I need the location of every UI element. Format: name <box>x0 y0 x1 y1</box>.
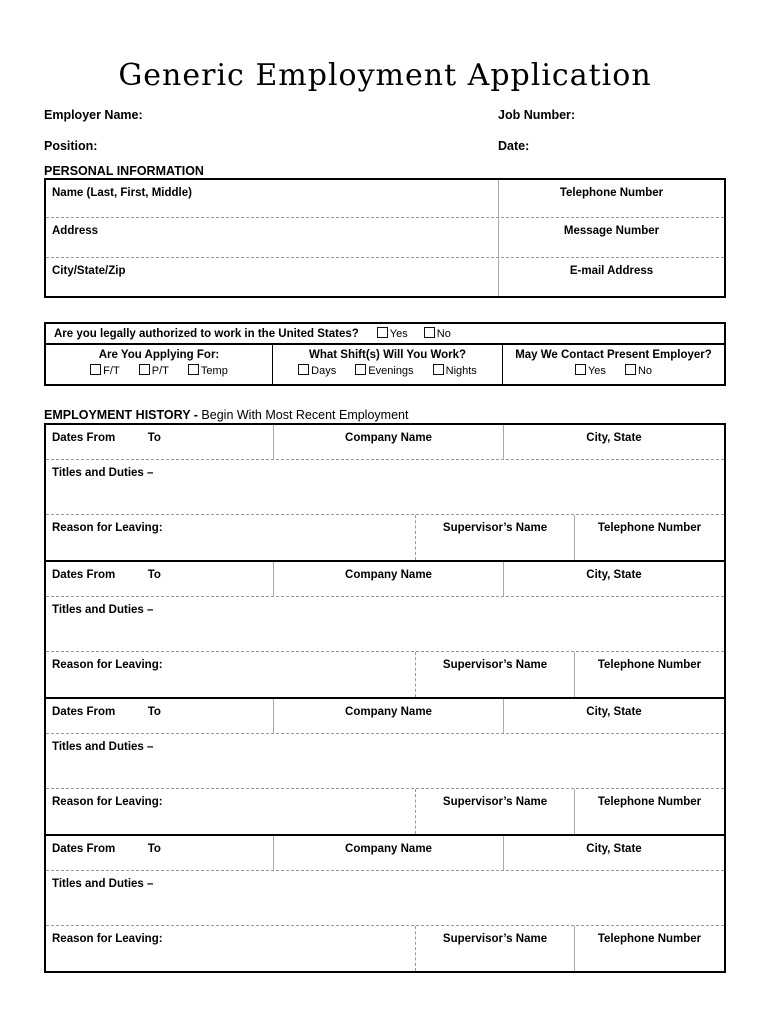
checkbox-icon[interactable] <box>355 364 366 375</box>
reason-for-leaving-cell[interactable] <box>46 926 415 971</box>
supervisor-name-cell[interactable] <box>415 515 574 560</box>
telephone-field-cell[interactable] <box>499 180 724 217</box>
table-row <box>46 257 724 296</box>
company-name-cell[interactable] <box>273 562 503 596</box>
to-label: To <box>147 432 161 444</box>
personal-info-table <box>44 178 726 298</box>
checkbox-icon[interactable] <box>139 364 150 375</box>
employment-block <box>46 560 724 697</box>
checkbox-icon[interactable] <box>90 364 101 375</box>
checkbox-icon[interactable] <box>377 327 388 338</box>
company-name-label: Company Name <box>345 569 432 581</box>
telephone-number-cell[interactable] <box>574 926 724 971</box>
telephone-number-label: Telephone Number <box>597 522 702 534</box>
date-label: Date: <box>498 139 530 153</box>
nights-option[interactable] <box>433 364 477 377</box>
city-state-zip-field-cell[interactable] <box>46 258 499 296</box>
employment-block <box>46 697 724 834</box>
dates-from-label: Dates From <box>52 569 116 581</box>
table-row <box>46 515 724 560</box>
employment-history-heading-bold: EMPLOYMENT HISTORY - <box>44 408 202 422</box>
city-state-cell[interactable] <box>503 699 724 733</box>
supervisor-name-label: Supervisor’s Name <box>442 659 548 671</box>
reason-for-leaving-label: Reason for Leaving: <box>52 796 163 808</box>
table-row <box>46 926 724 971</box>
employment-history-heading-rest: Begin With Most Recent Employment <box>201 408 409 422</box>
dates-cell[interactable] <box>46 699 273 733</box>
table-row <box>46 562 724 597</box>
supervisor-name-label: Supervisor’s Name <box>442 933 548 945</box>
telephone-number-label: Telephone Number <box>597 659 702 671</box>
employment-history-table <box>44 423 726 973</box>
dates-cell[interactable] <box>46 425 273 459</box>
temp-option-label: Temp <box>200 365 228 377</box>
company-name-label: Company Name <box>345 843 432 855</box>
titles-duties-label: Titles and Duties – <box>52 878 154 890</box>
position-label: Position: <box>44 139 98 153</box>
authorized-yes-option[interactable] <box>377 327 408 340</box>
dates-from-label: Dates From <box>52 706 116 718</box>
contact-yes-option-label: Yes <box>587 365 606 377</box>
days-option[interactable] <box>298 364 336 377</box>
nights-option-label: Nights <box>445 365 477 377</box>
supervisor-name-cell[interactable] <box>415 652 574 697</box>
employment-history-heading <box>44 408 408 422</box>
titles-duties-label: Titles and Duties – <box>52 604 154 616</box>
dates-from-label: Dates From <box>52 843 116 855</box>
contact-no-option[interactable] <box>625 364 652 377</box>
table-row <box>46 180 724 217</box>
to-label: To <box>147 706 161 718</box>
to-label: To <box>147 843 161 855</box>
titles-duties-cell[interactable] <box>46 460 724 515</box>
titles-duties-cell[interactable] <box>46 871 724 926</box>
contact-no-option-label: No <box>637 365 653 377</box>
email-field-cell[interactable] <box>499 258 724 296</box>
supervisor-name-label: Supervisor’s Name <box>442 522 548 534</box>
checkbox-icon[interactable] <box>424 327 435 338</box>
yes-option-label: Yes <box>389 328 408 340</box>
reason-for-leaving-cell[interactable] <box>46 515 415 560</box>
company-name-label: Company Name <box>345 706 432 718</box>
checkbox-icon[interactable] <box>298 364 309 375</box>
authorization-table <box>44 322 726 386</box>
address-field-cell[interactable] <box>46 218 499 257</box>
contact-yes-option[interactable] <box>575 364 606 377</box>
reason-for-leaving-label: Reason for Leaving: <box>52 522 163 534</box>
contact-employer-options <box>567 365 660 377</box>
telephone-number-cell[interactable] <box>574 789 724 834</box>
header-row-1 <box>44 108 726 122</box>
checkbox-icon[interactable] <box>625 364 636 375</box>
email-label: E-mail Address <box>569 265 654 277</box>
authorization-question-row <box>46 324 724 345</box>
temp-option[interactable] <box>188 364 228 377</box>
city-state-cell[interactable] <box>503 836 724 870</box>
authorized-no-option[interactable] <box>424 327 451 340</box>
shift-column <box>272 345 502 384</box>
titles-duties-label: Titles and Duties – <box>52 741 154 753</box>
pt-option[interactable] <box>139 364 169 377</box>
titles-duties-cell[interactable] <box>46 734 724 789</box>
telephone-number-cell[interactable] <box>574 652 724 697</box>
message-number-field-cell[interactable] <box>499 218 724 257</box>
reason-for-leaving-label: Reason for Leaving: <box>52 933 163 945</box>
name-label: Name (Last, First, Middle) <box>52 187 192 199</box>
supervisor-name-cell[interactable] <box>415 789 574 834</box>
message-number-label: Message Number <box>563 225 660 237</box>
contact-employer-header: May We Contact Present Employer? <box>515 349 712 361</box>
dates-cell[interactable] <box>46 836 273 870</box>
city-state-cell[interactable] <box>503 425 724 459</box>
applying-for-options <box>82 365 236 377</box>
table-row <box>46 425 724 460</box>
table-row <box>46 217 724 257</box>
table-row <box>46 836 724 871</box>
ft-option[interactable] <box>90 364 120 377</box>
telephone-number-label: Telephone Number <box>597 933 702 945</box>
job-number-label: Job Number: <box>498 108 576 122</box>
reason-for-leaving-label: Reason for Leaving: <box>52 659 163 671</box>
applying-for-header: Are You Applying For: <box>98 349 220 361</box>
reason-for-leaving-cell[interactable] <box>46 789 415 834</box>
days-option-label: Days <box>311 365 337 377</box>
authorization-question-label: Are you legally authorized to work in the United States? <box>54 327 359 340</box>
checkbox-icon[interactable] <box>575 364 586 375</box>
personal-info-heading: PERSONAL INFORMATION <box>44 164 204 178</box>
dates-from-label: Dates From <box>52 432 116 444</box>
authorization-columns <box>46 345 724 384</box>
city-state-label: City, State <box>586 569 642 581</box>
city-state-zip-label: City/State/Zip <box>52 265 126 277</box>
header-row-2 <box>44 139 726 153</box>
shift-header: What Shift(s) Will You Work? <box>308 349 467 361</box>
telephone-number-label: Telephone Number <box>597 796 702 808</box>
city-state-label: City, State <box>586 432 642 444</box>
table-row <box>46 699 724 734</box>
applying-for-column <box>46 345 272 384</box>
city-state-label: City, State <box>586 706 642 718</box>
company-name-cell[interactable] <box>273 425 503 459</box>
table-row <box>46 652 724 697</box>
name-field-cell[interactable] <box>46 180 499 217</box>
titles-duties-cell[interactable] <box>46 597 724 652</box>
company-name-cell[interactable] <box>273 836 503 870</box>
shift-options <box>290 365 485 377</box>
checkbox-icon[interactable] <box>433 364 444 375</box>
telephone-number-cell[interactable] <box>574 515 724 560</box>
employer-name-label: Employer Name: <box>44 108 143 122</box>
no-option-label: No <box>436 328 451 340</box>
company-name-label: Company Name <box>345 432 432 444</box>
titles-duties-label: Titles and Duties – <box>52 467 154 479</box>
to-label: To <box>147 569 161 581</box>
supervisor-name-label: Supervisor’s Name <box>442 796 548 808</box>
address-label: Address <box>52 225 99 237</box>
evenings-option-label: Evenings <box>368 365 414 377</box>
city-state-cell[interactable] <box>503 562 724 596</box>
reason-for-leaving-cell[interactable] <box>46 652 415 697</box>
checkbox-icon[interactable] <box>188 364 199 375</box>
page-title: Generic Employment Application <box>118 58 652 93</box>
pt-option-label: P/T <box>151 365 169 377</box>
city-state-label: City, State <box>586 843 642 855</box>
employment-block <box>46 834 724 971</box>
header-fields <box>44 108 726 170</box>
table-row <box>46 789 724 834</box>
telephone-label: Telephone Number <box>559 187 664 199</box>
ft-option-label: F/T <box>103 365 120 377</box>
employment-block <box>46 425 724 560</box>
dates-cell[interactable] <box>46 562 273 596</box>
supervisor-name-cell[interactable] <box>415 926 574 971</box>
contact-employer-column <box>502 345 724 384</box>
evenings-option[interactable] <box>355 364 413 377</box>
company-name-cell[interactable] <box>273 699 503 733</box>
